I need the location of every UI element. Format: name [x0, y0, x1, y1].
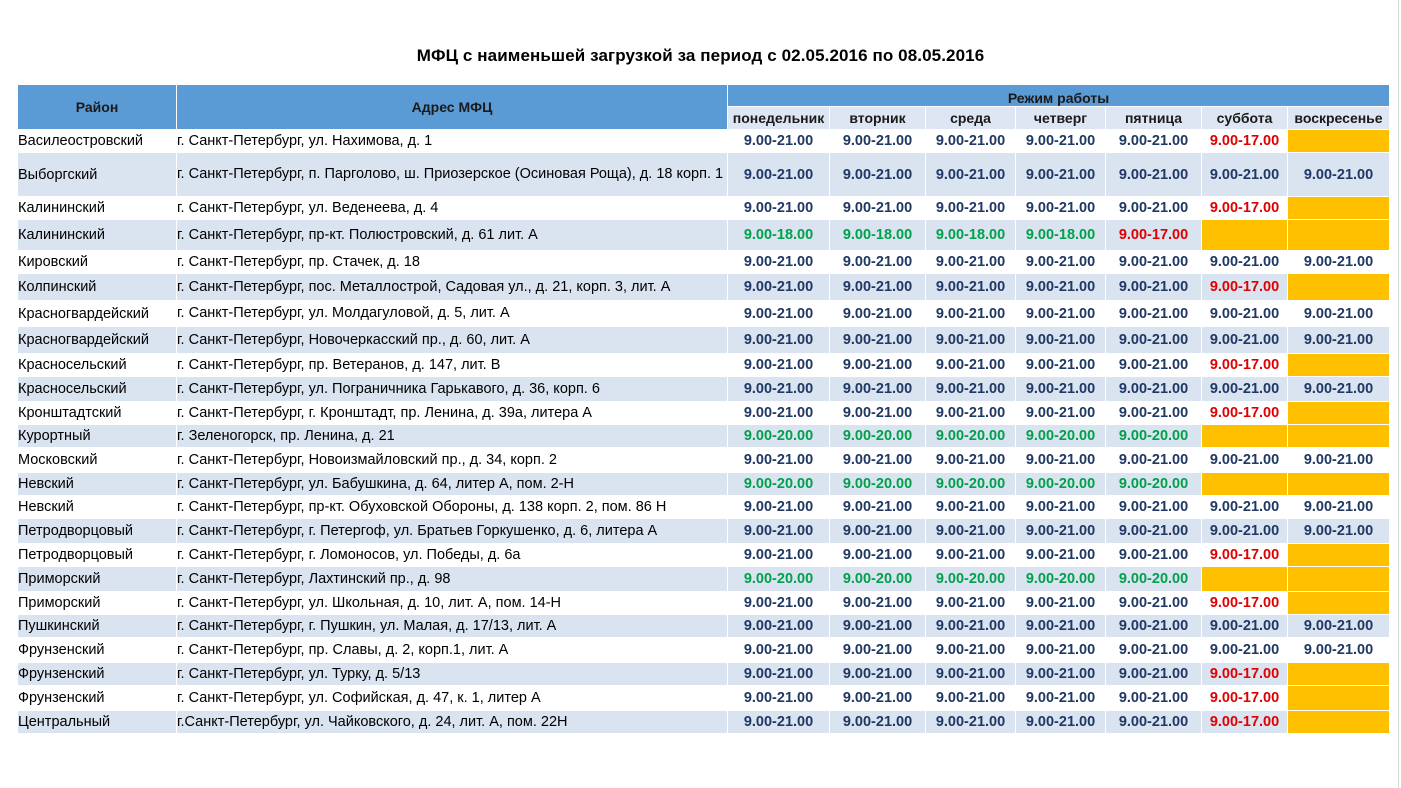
hours-cell: 9.00-18.00	[728, 220, 830, 251]
hours-cell: 9.00-21.00	[926, 130, 1016, 153]
hours-cell: 9.00-21.00	[1288, 153, 1390, 197]
hours-cell: 9.00-21.00	[1106, 615, 1202, 638]
hours-cell: 9.00-21.00	[926, 615, 1016, 638]
hours-cell: 9.00-21.00	[1288, 251, 1390, 274]
hours-cell: 9.00-21.00	[926, 638, 1016, 663]
hours-cell: 9.00-21.00	[1016, 354, 1106, 377]
hours-cell: 9.00-20.00	[1106, 473, 1202, 496]
closed-day-cell	[1288, 197, 1390, 220]
hours-cell: 9.00-21.00	[926, 519, 1016, 544]
hours-cell: 9.00-21.00	[830, 496, 926, 519]
address-cell: г. Санкт-Петербург, Лахтинский пр., д. 98	[177, 567, 728, 592]
closed-day-cell	[1288, 274, 1390, 301]
district-cell: Красносельский	[18, 377, 177, 402]
table-row	[18, 473, 1390, 496]
closed-day-cell	[1202, 567, 1288, 592]
table-row	[18, 448, 1390, 473]
hours-cell: 9.00-20.00	[728, 567, 830, 592]
address-cell: г. Санкт-Петербург, ул. Молдагуловой, д. 5, лит. А	[177, 301, 728, 327]
hours-cell: 9.00-21.00	[1288, 638, 1390, 663]
closed-day-cell	[1202, 425, 1288, 448]
hours-cell: 9.00-21.00	[926, 377, 1016, 402]
hours-cell: 9.00-21.00	[1106, 301, 1202, 327]
hours-cell: 9.00-18.00	[830, 220, 926, 251]
hours-cell: 9.00-21.00	[926, 301, 1016, 327]
address-cell: г. Зеленогорск, пр. Ленина, д. 21	[177, 425, 728, 448]
hours-cell: 9.00-21.00	[1106, 686, 1202, 711]
hours-cell: 9.00-17.00	[1202, 130, 1288, 153]
address-cell: г. Санкт-Петербург, г. Ломоносов, ул. Победы, д. 6а	[177, 544, 728, 567]
hours-cell: 9.00-21.00	[1288, 448, 1390, 473]
hours-cell: 9.00-21.00	[1202, 615, 1288, 638]
header-day-friday: пятница	[1106, 107, 1202, 130]
hours-cell: 9.00-21.00	[1106, 592, 1202, 615]
hours-cell: 9.00-21.00	[1202, 251, 1288, 274]
hours-cell: 9.00-21.00	[830, 615, 926, 638]
hours-cell: 9.00-21.00	[1106, 402, 1202, 425]
hours-cell: 9.00-21.00	[1288, 519, 1390, 544]
address-cell: г. Санкт-Петербург, пр. Ветеранов, д. 147, лит. В	[177, 354, 728, 377]
table-row	[18, 220, 1390, 251]
table-row	[18, 686, 1390, 711]
hours-cell: 9.00-21.00	[830, 251, 926, 274]
district-cell: Невский	[18, 496, 177, 519]
address-cell: г. Санкт-Петербург, ул. Софийская, д. 47, к. 1, литер А	[177, 686, 728, 711]
hours-cell: 9.00-21.00	[1016, 377, 1106, 402]
district-cell: Калининский	[18, 220, 177, 251]
hours-cell: 9.00-21.00	[728, 686, 830, 711]
district-cell: Василеостровский	[18, 130, 177, 153]
district-cell: Приморский	[18, 592, 177, 615]
hours-cell: 9.00-21.00	[1288, 327, 1390, 354]
hours-cell: 9.00-21.00	[1016, 153, 1106, 197]
address-cell: г. Санкт-Петербург, п. Парголово, ш. Приозерское (Осиновая Роща), д. 18 корп. 1	[177, 153, 728, 197]
table-row	[18, 402, 1390, 425]
hours-cell: 9.00-20.00	[1016, 473, 1106, 496]
hours-cell: 9.00-21.00	[728, 638, 830, 663]
hours-cell: 9.00-21.00	[830, 448, 926, 473]
table-row	[18, 301, 1390, 327]
hours-cell: 9.00-21.00	[728, 377, 830, 402]
table-row	[18, 153, 1390, 197]
hours-cell: 9.00-21.00	[830, 638, 926, 663]
table-row	[18, 197, 1390, 220]
address-cell: г. Санкт-Петербург, ул. Бабушкина, д. 64, литер А, пом. 2-Н	[177, 473, 728, 496]
hours-cell: 9.00-21.00	[1202, 301, 1288, 327]
hours-cell: 9.00-21.00	[830, 592, 926, 615]
hours-cell: 9.00-21.00	[1016, 496, 1106, 519]
hours-cell: 9.00-20.00	[926, 425, 1016, 448]
hours-cell: 9.00-21.00	[1016, 686, 1106, 711]
header-day-wednesday: среда	[926, 107, 1016, 130]
hours-cell: 9.00-21.00	[926, 327, 1016, 354]
hours-cell: 9.00-21.00	[926, 711, 1016, 734]
table-row	[18, 711, 1390, 734]
hours-cell: 9.00-17.00	[1202, 663, 1288, 686]
header-day-saturday: суббота	[1202, 107, 1288, 130]
hours-cell: 9.00-21.00	[926, 197, 1016, 220]
district-cell: Петродворцовый	[18, 544, 177, 567]
header-schedule: Режим работы	[728, 85, 1390, 107]
closed-day-cell	[1288, 425, 1390, 448]
closed-day-cell	[1288, 220, 1390, 251]
district-cell: Фрунзенский	[18, 663, 177, 686]
header-district: Район	[18, 85, 177, 130]
hours-cell: 9.00-21.00	[728, 130, 830, 153]
hours-cell: 9.00-21.00	[1288, 377, 1390, 402]
district-cell: Калининский	[18, 197, 177, 220]
hours-cell: 9.00-21.00	[728, 544, 830, 567]
closed-day-cell	[1202, 220, 1288, 251]
hours-cell: 9.00-21.00	[830, 153, 926, 197]
closed-day-cell	[1288, 402, 1390, 425]
district-cell: Курортный	[18, 425, 177, 448]
closed-day-cell	[1288, 711, 1390, 734]
hours-cell: 9.00-21.00	[728, 251, 830, 274]
closed-day-cell	[1288, 473, 1390, 496]
hours-cell: 9.00-20.00	[1016, 567, 1106, 592]
hours-cell: 9.00-21.00	[728, 327, 830, 354]
hours-cell: 9.00-18.00	[1016, 220, 1106, 251]
hours-cell: 9.00-20.00	[1016, 425, 1106, 448]
hours-cell: 9.00-21.00	[1106, 638, 1202, 663]
page-edge-line	[1398, 0, 1399, 788]
hours-cell: 9.00-17.00	[1202, 592, 1288, 615]
hours-cell: 9.00-21.00	[830, 354, 926, 377]
hours-cell: 9.00-21.00	[1202, 638, 1288, 663]
closed-day-cell	[1288, 544, 1390, 567]
hours-cell: 9.00-21.00	[830, 327, 926, 354]
hours-cell: 9.00-21.00	[728, 448, 830, 473]
closed-day-cell	[1288, 130, 1390, 153]
hours-cell: 9.00-20.00	[728, 473, 830, 496]
table-row	[18, 425, 1390, 448]
closed-day-cell	[1288, 567, 1390, 592]
closed-day-cell	[1288, 592, 1390, 615]
hours-cell: 9.00-21.00	[1106, 496, 1202, 519]
hours-cell: 9.00-20.00	[830, 473, 926, 496]
mfc-schedule-table	[17, 84, 1390, 734]
hours-cell: 9.00-21.00	[1106, 711, 1202, 734]
closed-day-cell	[1202, 473, 1288, 496]
hours-cell: 9.00-21.00	[1016, 544, 1106, 567]
hours-cell: 9.00-21.00	[1016, 251, 1106, 274]
header-day-tuesday: вторник	[830, 107, 926, 130]
hours-cell: 9.00-21.00	[1106, 153, 1202, 197]
hours-cell: 9.00-21.00	[830, 301, 926, 327]
table-row	[18, 251, 1390, 274]
hours-cell: 9.00-18.00	[926, 220, 1016, 251]
hours-cell: 9.00-21.00	[830, 197, 926, 220]
table-row	[18, 274, 1390, 301]
hours-cell: 9.00-21.00	[1016, 592, 1106, 615]
hours-cell: 9.00-21.00	[1106, 354, 1202, 377]
closed-day-cell	[1288, 663, 1390, 686]
table-row	[18, 519, 1390, 544]
address-cell: г.Санкт-Петербург, ул. Чайковского, д. 24, лит. А, пом. 22Н	[177, 711, 728, 734]
hours-cell: 9.00-21.00	[1202, 496, 1288, 519]
address-cell: г. Санкт-Петербург, Новочеркасский пр., д. 60, лит. А	[177, 327, 728, 354]
hours-cell: 9.00-21.00	[830, 663, 926, 686]
hours-cell: 9.00-21.00	[1288, 615, 1390, 638]
hours-cell: 9.00-21.00	[1106, 130, 1202, 153]
hours-cell: 9.00-17.00	[1202, 544, 1288, 567]
hours-cell: 9.00-21.00	[728, 301, 830, 327]
hours-cell: 9.00-20.00	[926, 567, 1016, 592]
district-cell: Красногвардейский	[18, 301, 177, 327]
hours-cell: 9.00-20.00	[926, 473, 1016, 496]
table-row	[18, 327, 1390, 354]
hours-cell: 9.00-21.00	[1016, 301, 1106, 327]
address-cell: г. Санкт-Петербург, ул. Пограничника Гарькавого, д. 36, корп. 6	[177, 377, 728, 402]
hours-cell: 9.00-21.00	[1016, 638, 1106, 663]
closed-day-cell	[1288, 686, 1390, 711]
hours-cell: 9.00-21.00	[1106, 544, 1202, 567]
hours-cell: 9.00-21.00	[1016, 197, 1106, 220]
hours-cell: 9.00-21.00	[1016, 663, 1106, 686]
header-day-sunday: воскресенье	[1288, 107, 1390, 130]
hours-cell: 9.00-21.00	[728, 519, 830, 544]
table-row	[18, 638, 1390, 663]
district-cell: Невский	[18, 473, 177, 496]
district-cell: Московский	[18, 448, 177, 473]
hours-cell: 9.00-21.00	[728, 197, 830, 220]
hours-cell: 9.00-21.00	[1202, 153, 1288, 197]
hours-cell: 9.00-21.00	[926, 592, 1016, 615]
hours-cell: 9.00-21.00	[728, 274, 830, 301]
hours-cell: 9.00-21.00	[1016, 711, 1106, 734]
hours-cell: 9.00-21.00	[926, 544, 1016, 567]
address-cell: г. Санкт-Петербург, г. Пушкин, ул. Малая, д. 17/13, лит. А	[177, 615, 728, 638]
hours-cell: 9.00-21.00	[728, 153, 830, 197]
hours-cell: 9.00-20.00	[830, 425, 926, 448]
table-row	[18, 130, 1390, 153]
hours-cell: 9.00-17.00	[1202, 686, 1288, 711]
address-cell: г. Санкт-Петербург, ул. Турку, д. 5/13	[177, 663, 728, 686]
hours-cell: 9.00-17.00	[1106, 220, 1202, 251]
hours-cell: 9.00-20.00	[1106, 567, 1202, 592]
hours-cell: 9.00-21.00	[1106, 519, 1202, 544]
hours-cell: 9.00-21.00	[830, 402, 926, 425]
district-cell: Красносельский	[18, 354, 177, 377]
hours-cell: 9.00-21.00	[830, 711, 926, 734]
hours-cell: 9.00-21.00	[1202, 448, 1288, 473]
hours-cell: 9.00-21.00	[1016, 615, 1106, 638]
address-cell: г. Санкт-Петербург, ул. Нахимова, д. 1	[177, 130, 728, 153]
hours-cell: 9.00-21.00	[926, 274, 1016, 301]
hours-cell: 9.00-21.00	[1016, 519, 1106, 544]
hours-cell: 9.00-21.00	[830, 377, 926, 402]
address-cell: г. Санкт-Петербург, пос. Металлострой, Садовая ул., д. 21, корп. 3, лит. А	[177, 274, 728, 301]
page-title: МФЦ с наименьшей загрузкой за период с 02.05.2016 по 08.05.2016	[416, 46, 985, 65]
address-cell: г. Санкт-Петербург, ул. Школьная, д. 10, лит. А, пом. 14-Н	[177, 592, 728, 615]
district-cell: Выборгский	[18, 153, 177, 197]
hours-cell: 9.00-21.00	[728, 402, 830, 425]
district-cell: Кировский	[18, 251, 177, 274]
hours-cell: 9.00-21.00	[1106, 327, 1202, 354]
hours-cell: 9.00-21.00	[728, 663, 830, 686]
hours-cell: 9.00-17.00	[1202, 354, 1288, 377]
address-cell: г. Санкт-Петербург, пр-кт. Обуховской Обороны, д. 138 корп. 2, пом. 86 Н	[177, 496, 728, 519]
hours-cell: 9.00-21.00	[1016, 327, 1106, 354]
hours-cell: 9.00-21.00	[1106, 377, 1202, 402]
header-day-monday: понедельник	[728, 107, 830, 130]
hours-cell: 9.00-21.00	[1106, 251, 1202, 274]
hours-cell: 9.00-21.00	[926, 251, 1016, 274]
hours-cell: 9.00-17.00	[1202, 197, 1288, 220]
hours-cell: 9.00-21.00	[1202, 377, 1288, 402]
district-cell: Центральный	[18, 711, 177, 734]
hours-cell: 9.00-21.00	[830, 519, 926, 544]
table-row	[18, 615, 1390, 638]
district-cell: Фрунзенский	[18, 686, 177, 711]
hours-cell: 9.00-21.00	[830, 544, 926, 567]
hours-cell: 9.00-21.00	[1202, 327, 1288, 354]
district-cell: Пушкинский	[18, 615, 177, 638]
hours-cell: 9.00-21.00	[728, 711, 830, 734]
hours-cell: 9.00-21.00	[926, 686, 1016, 711]
hours-cell: 9.00-21.00	[1016, 448, 1106, 473]
hours-cell: 9.00-21.00	[728, 592, 830, 615]
hours-cell: 9.00-20.00	[728, 425, 830, 448]
hours-cell: 9.00-21.00	[1016, 402, 1106, 425]
hours-cell: 9.00-21.00	[1016, 130, 1106, 153]
hours-cell: 9.00-21.00	[926, 354, 1016, 377]
hours-cell: 9.00-21.00	[728, 496, 830, 519]
district-cell: Кронштадтский	[18, 402, 177, 425]
table-row	[18, 544, 1390, 567]
hours-cell: 9.00-21.00	[1106, 197, 1202, 220]
hours-cell: 9.00-21.00	[926, 496, 1016, 519]
hours-cell: 9.00-21.00	[1106, 274, 1202, 301]
hours-cell: 9.00-17.00	[1202, 274, 1288, 301]
address-cell: г. Санкт-Петербург, г. Петергоф, ул. Братьев Горкушенко, д. 6, литера А	[177, 519, 728, 544]
hours-cell: 9.00-20.00	[830, 567, 926, 592]
address-cell: г. Санкт-Петербург, пр. Славы, д. 2, корп.1, лит. А	[177, 638, 728, 663]
table-row	[18, 592, 1390, 615]
district-cell: Красногвардейский	[18, 327, 177, 354]
hours-cell: 9.00-21.00	[830, 130, 926, 153]
address-cell: г. Санкт-Петербург, Новоизмайловский пр., д. 34, корп. 2	[177, 448, 728, 473]
hours-cell: 9.00-21.00	[830, 274, 926, 301]
hours-cell: 9.00-21.00	[926, 402, 1016, 425]
hours-cell: 9.00-21.00	[926, 448, 1016, 473]
hours-cell: 9.00-21.00	[728, 615, 830, 638]
hours-cell: 9.00-21.00	[830, 686, 926, 711]
hours-cell: 9.00-21.00	[1106, 663, 1202, 686]
table-body	[18, 130, 1390, 734]
district-cell: Приморский	[18, 567, 177, 592]
table-row	[18, 496, 1390, 519]
district-cell: Петродворцовый	[18, 519, 177, 544]
table-row	[18, 354, 1390, 377]
hours-cell: 9.00-21.00	[1202, 519, 1288, 544]
hours-cell: 9.00-20.00	[1106, 425, 1202, 448]
hours-cell: 9.00-21.00	[1106, 448, 1202, 473]
header-day-thursday: четверг	[1016, 107, 1106, 130]
header-address: Адрес МФЦ	[177, 85, 728, 130]
closed-day-cell	[1288, 354, 1390, 377]
hours-cell: 9.00-17.00	[1202, 402, 1288, 425]
address-cell: г. Санкт-Петербург, пр. Стачек, д. 18	[177, 251, 728, 274]
hours-cell: 9.00-21.00	[1288, 496, 1390, 519]
address-cell: г. Санкт-Петербург, пр-кт. Полюстровский, д. 61 лит. А	[177, 220, 728, 251]
address-cell: г. Санкт-Петербург, г. Кронштадт, пр. Ленина, д. 39а, литера А	[177, 402, 728, 425]
address-cell: г. Санкт-Петербург, ул. Веденеева, д. 4	[177, 197, 728, 220]
district-cell: Колпинский	[18, 274, 177, 301]
table-row	[18, 377, 1390, 402]
district-cell: Фрунзенский	[18, 638, 177, 663]
hours-cell: 9.00-21.00	[926, 153, 1016, 197]
hours-cell: 9.00-17.00	[1202, 711, 1288, 734]
table-row	[18, 567, 1390, 592]
hours-cell: 9.00-21.00	[728, 354, 830, 377]
table-row	[18, 663, 1390, 686]
hours-cell: 9.00-21.00	[926, 663, 1016, 686]
hours-cell: 9.00-21.00	[1288, 301, 1390, 327]
hours-cell: 9.00-21.00	[1016, 274, 1106, 301]
